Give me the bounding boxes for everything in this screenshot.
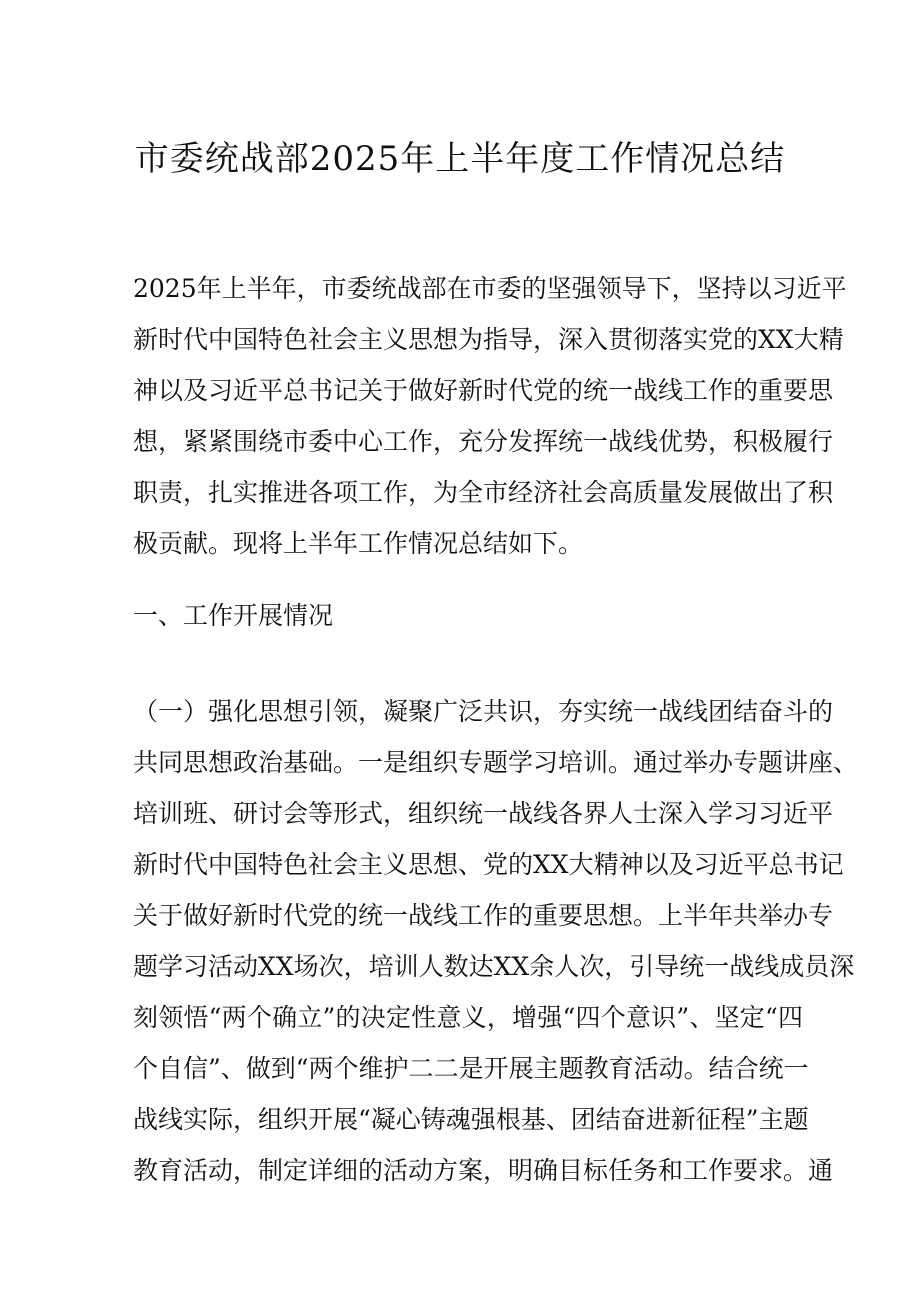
intro-line: 神以及习近平总书记关于做好新时代党的统一战线工作的重要思: [133, 376, 834, 405]
intro-paragraph: [133, 263, 847, 569]
section-heading: 一、工作开展情况: [133, 601, 334, 630]
section-1-line: 培训班、研讨会等形式，组织统一战线各界人士深入学习习近平: [133, 799, 834, 828]
section-1-line: 个自信”、做到“两个维护二二是开展主题教育活动。结合统一: [133, 1054, 809, 1083]
section-1-line: 战线实际，组织开展“凝心铸魂强根基、团结奋进新征程”主题: [133, 1105, 809, 1134]
intro-line: 新时代中国特色社会主义思想为指导，深入贯彻落实党的XX大精: [133, 325, 844, 354]
section-1-line: 共同思想政治基础。一是组织专题学习培训。通过举办专题讲座、: [133, 748, 859, 777]
section-1-line: 教育活动，制定详细的活动方案，明确目标任务和工作要求。通: [133, 1156, 834, 1185]
section-1-line: 关于做好新时代党的统一战线工作的重要思想。上半年共举办专: [133, 901, 834, 930]
section-1-line: （一）强化思想引领，凝聚广泛共识，夯实统一战线团结奋斗的: [133, 697, 834, 726]
intro-line: 职责，扎实推进各项工作，为全市经济社会高质量发展做出了积: [133, 478, 834, 507]
section-1-line: 刻领悟“两个确立”的决定性意义，增强“四个意识”、坚定“四: [133, 1003, 803, 1032]
intro-line: 2025年上半年，市委统战部在市委的坚强领导下，坚持以习近平: [133, 274, 847, 303]
intro-line: 想，紧紧围绕市委中心工作，充分发挥统一战线优势，积极履行: [133, 427, 834, 456]
section-1-line: 新时代中国特色社会主义思想、党的XX大精神以及习近平总书记: [133, 850, 844, 879]
intro-line: 极贡献。现将上半年工作情况总结如下。: [133, 529, 584, 558]
section-1-line: 题学习活动XX场次，培训人数达XX余人次，引导统一战线成员深: [133, 952, 855, 981]
section-1-paragraph: [133, 686, 859, 1196]
document-title: 市委统战部2025年上半年度工作情况总结: [134, 139, 786, 179]
